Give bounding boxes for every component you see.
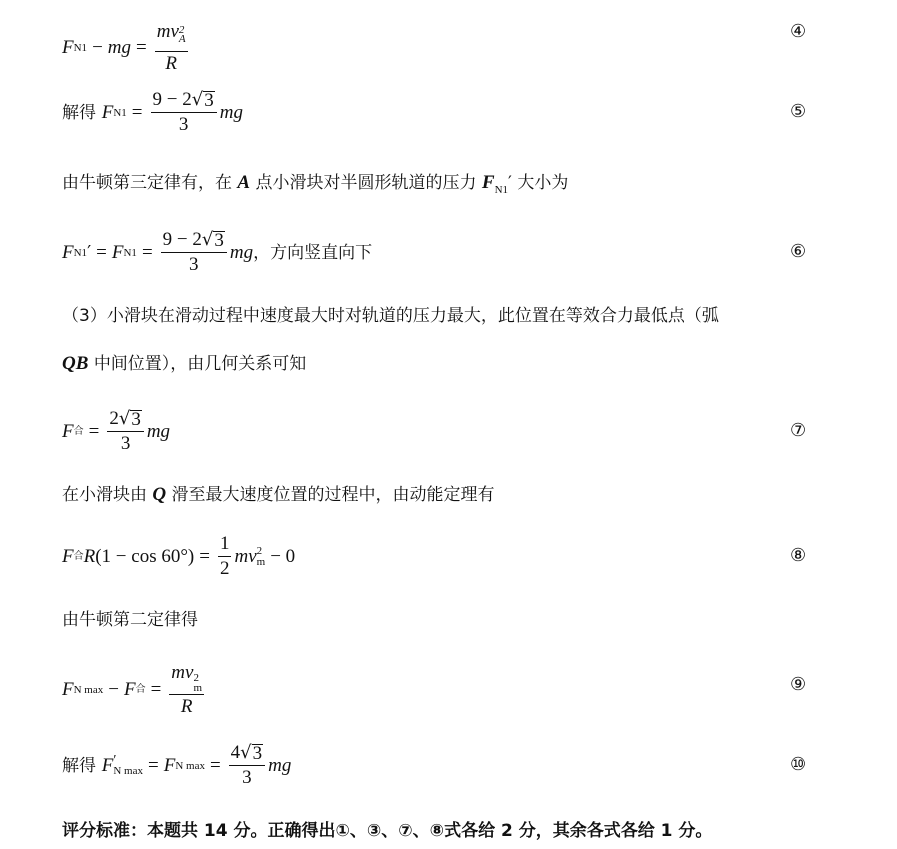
equation-7: [62, 408, 170, 455]
fraction: 2 √ 3 3: [107, 408, 143, 455]
subscript: N1: [123, 246, 137, 259]
operator: =: [136, 37, 147, 58]
paragraph-part3-line1: [62, 305, 852, 327]
subscript: N1: [73, 246, 88, 259]
numerator: 9 − 2: [162, 229, 202, 250]
term: mg: [107, 37, 132, 58]
paragraph-newton-second-law: [62, 609, 852, 631]
radicand: 3: [214, 230, 224, 251]
force-symbol: F: [163, 754, 176, 776]
subscript: m: [256, 555, 266, 568]
operator: =: [209, 754, 221, 776]
fraction: [169, 662, 204, 718]
radius-symbol: R: [83, 545, 96, 567]
numerator: 2: [109, 408, 119, 429]
prefix-text: 解得: [62, 102, 96, 123]
force-symbol: F: [481, 172, 495, 193]
equation-label: ⑧: [790, 545, 807, 566]
text: 由牛顿第三定律有，在: [62, 173, 232, 193]
equation-5: [62, 89, 243, 136]
denominator: 3: [242, 767, 252, 788]
equation-9: [62, 662, 207, 718]
superscript: 2: [178, 24, 185, 36]
subscript: m: [193, 682, 203, 694]
denominator: 3: [120, 433, 131, 454]
term: mg: [268, 754, 292, 776]
superscript: 2: [256, 544, 263, 557]
force-symbol: F: [101, 101, 114, 123]
subscript: 合: [73, 425, 84, 437]
paragraph-part3-line2: [62, 353, 852, 375]
operator: =: [131, 101, 143, 123]
operator: =: [141, 241, 153, 263]
prefix-text: 解得: [62, 755, 96, 776]
term: mg: [146, 420, 171, 442]
term: mg: [219, 101, 243, 123]
force-symbol: F: [101, 754, 114, 776]
subscript: N1: [73, 42, 88, 54]
suffix-text: ，方向竖直向下: [253, 242, 373, 263]
subscript: N max: [73, 684, 104, 696]
equation-4: [62, 21, 191, 75]
text: 中间位置），由几何关系可知: [93, 354, 307, 374]
point-label: A: [237, 172, 251, 193]
fraction: [218, 533, 232, 580]
term: − 0: [270, 545, 296, 567]
subscript: 合: [135, 684, 146, 695]
numerator: 1: [219, 533, 230, 554]
numerator: 9 − 2: [152, 89, 192, 110]
term: (1 − cos 60°): [95, 545, 195, 567]
numerator: 4: [230, 742, 241, 763]
prime: ′: [508, 173, 512, 193]
equation-label: ⑥: [790, 241, 807, 262]
paragraph-energy-theorem: [62, 484, 852, 506]
fraction: [155, 21, 188, 75]
text: 由牛顿第二定律得: [62, 610, 198, 630]
force-symbol: F: [62, 241, 74, 263]
radicand: 3: [204, 90, 214, 111]
fraction: 9 − 2 √ 3 3: [151, 89, 217, 136]
denominator: 3: [178, 114, 189, 135]
text: 滑至最大速度位置的过程中，由动能定理有: [171, 485, 495, 505]
equation-label: ⑦: [790, 420, 807, 441]
text: 在小滑块由: [62, 485, 147, 505]
force-symbol: F: [111, 241, 124, 263]
subscript: N1: [113, 106, 127, 119]
arc-label: QB: [62, 353, 89, 374]
force-symbol: F: [62, 37, 74, 58]
text: 评分标准：本题共 14 分。正确得出①、③、⑦、⑧式各给 2 分，其余各式各给 1 分。: [62, 821, 713, 841]
paragraph-newton-third-law: [62, 172, 852, 201]
operator: =: [88, 420, 100, 442]
force-symbol: F: [62, 420, 74, 442]
equation-label: ⑤: [790, 101, 807, 122]
subscript: N max: [175, 759, 205, 772]
denominator: 3: [189, 254, 199, 275]
denominator: 2: [219, 558, 230, 579]
operator: =: [199, 545, 210, 567]
denominator: R: [165, 53, 177, 74]
subscript: A: [178, 33, 186, 45]
equation-label: ⑩: [790, 754, 807, 775]
text: （3）小滑块在滑动过程中速度最大时对轨道的压力最大，此位置在等效合力最低点（弧: [62, 306, 719, 326]
term: mv: [234, 545, 257, 567]
prime: ′: [113, 752, 117, 768]
equation-label: ⑨: [790, 674, 807, 695]
equation-6: [62, 229, 372, 276]
scoring-criteria: [62, 820, 852, 842]
subscript: N1: [494, 184, 509, 196]
radicand: 3: [252, 743, 263, 764]
equation-label: ④: [790, 21, 807, 42]
force-symbol: F: [123, 679, 136, 700]
operator: =: [147, 754, 159, 776]
text: 大小为: [517, 173, 569, 193]
term: mg: [229, 241, 254, 263]
denominator: R: [180, 696, 193, 717]
superscript: 2: [193, 672, 199, 684]
text: 点小滑块对半圆形轨道的压力: [255, 173, 477, 193]
radicand: 3: [131, 409, 141, 430]
point-label: Q: [152, 484, 167, 505]
prime: ′: [87, 241, 92, 263]
subscript: 合: [73, 550, 84, 562]
operator: =: [150, 679, 162, 700]
operator: −: [92, 37, 103, 58]
equation-10: [62, 742, 291, 789]
numerator: mv: [156, 21, 179, 42]
fraction: 9 − 2 √ 3 3: [161, 229, 227, 276]
equation-8: [62, 533, 300, 580]
operator: −: [108, 679, 119, 700]
subscript: N max: [113, 764, 143, 777]
fraction: 4 √ 3 3: [229, 742, 265, 789]
force-symbol: F: [62, 545, 74, 567]
operator: =: [96, 241, 107, 263]
force-symbol: F: [62, 679, 74, 700]
numerator: mv: [171, 662, 194, 683]
